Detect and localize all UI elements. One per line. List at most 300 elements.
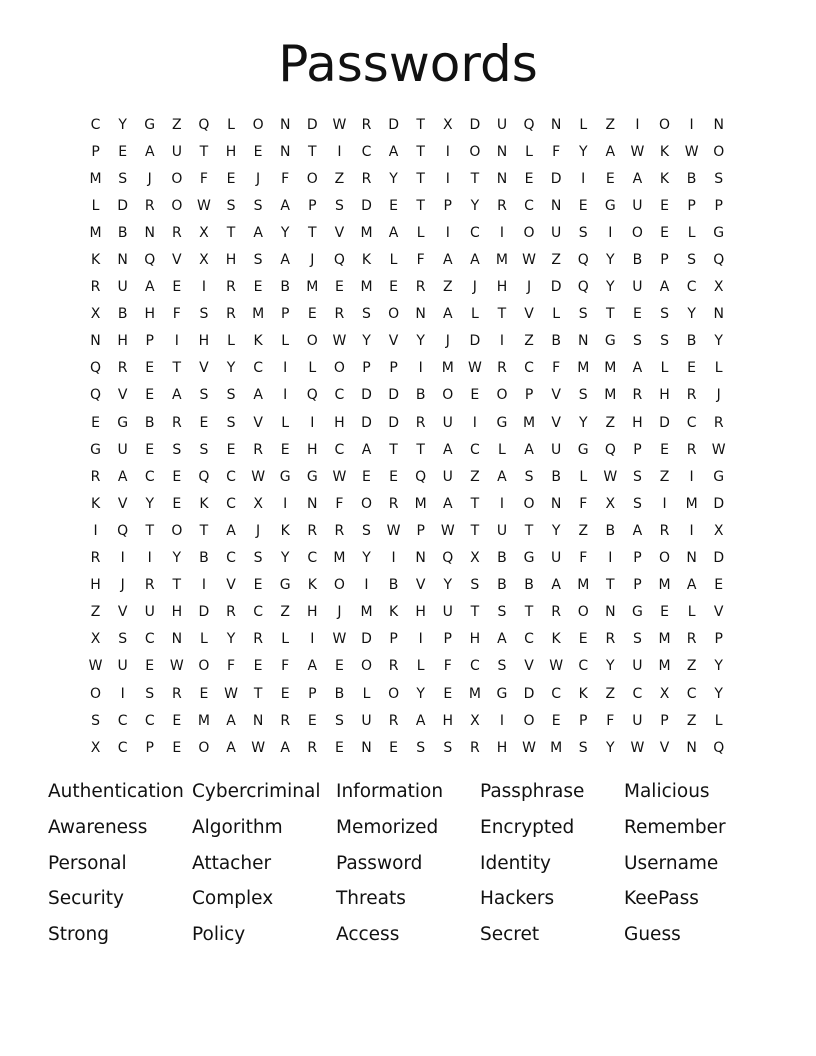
grid-row bbox=[82, 246, 734, 273]
grid-letter: J bbox=[526, 279, 532, 296]
grid-letter: E bbox=[551, 712, 561, 729]
grid-letter: R bbox=[361, 116, 372, 133]
grid-letter: S bbox=[578, 739, 588, 756]
grid-letter: X bbox=[253, 495, 263, 512]
grid-letter: L bbox=[227, 116, 235, 133]
grid-letter: C bbox=[524, 197, 534, 214]
grid-letter: A bbox=[551, 577, 561, 594]
grid-letter: R bbox=[171, 685, 182, 702]
grid-letter: O bbox=[333, 577, 345, 594]
grid-letter: N bbox=[550, 495, 562, 512]
grid-letter: M bbox=[523, 414, 536, 431]
grid-letter: I bbox=[120, 685, 125, 702]
grid-letter: E bbox=[578, 631, 588, 648]
grid-letter: N bbox=[279, 116, 291, 133]
grid-letter: S bbox=[497, 604, 507, 621]
grid-letter: C bbox=[226, 550, 236, 567]
grid-letter: Y bbox=[578, 143, 588, 160]
grid-letter: Y bbox=[606, 252, 615, 269]
grid-letter: E bbox=[172, 468, 182, 485]
grid-letter: M bbox=[441, 360, 454, 377]
word-list-item: Cybercriminal bbox=[192, 781, 321, 802]
grid-letter: P bbox=[145, 739, 154, 756]
grid-letter: Y bbox=[714, 333, 723, 350]
grid-letter: M bbox=[360, 279, 373, 296]
grid-letter: V bbox=[551, 414, 561, 431]
grid-letter: E bbox=[145, 360, 155, 377]
grid-row bbox=[82, 599, 734, 626]
grid-letter: P bbox=[389, 631, 398, 648]
grid-letter: U bbox=[551, 441, 562, 458]
grid-letter: A bbox=[442, 252, 453, 269]
grid-letter: O bbox=[523, 224, 535, 241]
grid-letter: R bbox=[334, 306, 345, 323]
grid-letter: A bbox=[307, 658, 318, 675]
grid-letter: S bbox=[118, 170, 128, 187]
grid-letter: F bbox=[552, 143, 561, 160]
grid-letter: S bbox=[632, 631, 642, 648]
grid-letter: H bbox=[442, 712, 454, 729]
grid-letter: F bbox=[335, 495, 344, 512]
grid-letter: E bbox=[145, 658, 155, 675]
grid-letter: W bbox=[603, 468, 618, 485]
grid-letter: M bbox=[197, 712, 210, 729]
grid-letter: A bbox=[144, 279, 155, 296]
grid-letter: H bbox=[117, 333, 128, 350]
grid-letter: S bbox=[253, 252, 263, 269]
grid-letter: W bbox=[332, 333, 347, 350]
grid-letter: C bbox=[469, 441, 480, 458]
grid-letter: Y bbox=[714, 658, 723, 675]
grid-letter: R bbox=[253, 441, 263, 458]
grid-letter: N bbox=[90, 333, 101, 350]
grid-letter: A bbox=[253, 387, 263, 404]
grid-letter: L bbox=[200, 631, 208, 648]
grid-letter: I bbox=[310, 631, 315, 648]
grid-letter: V bbox=[415, 577, 426, 594]
grid-letter: P bbox=[714, 197, 723, 214]
grid-letter: U bbox=[632, 712, 643, 729]
grid-letter: A bbox=[442, 306, 453, 323]
grid-letter: P bbox=[91, 143, 100, 160]
grid-row bbox=[82, 734, 734, 761]
grid-letter: Y bbox=[606, 658, 615, 675]
grid-letter: F bbox=[579, 495, 588, 512]
grid-letter: B bbox=[497, 577, 507, 594]
grid-letter: M bbox=[604, 360, 617, 377]
grid-letter: V bbox=[253, 414, 263, 431]
grid-letter: E bbox=[307, 306, 317, 323]
grid-letter: T bbox=[308, 143, 317, 160]
grid-letter: H bbox=[469, 631, 481, 648]
grid-letter: M bbox=[252, 306, 265, 323]
grid-letter: F bbox=[552, 360, 561, 377]
grid-letter: R bbox=[632, 387, 643, 404]
grid-letter: E bbox=[389, 468, 398, 485]
grid-letter: D bbox=[713, 495, 725, 512]
grid-letter: Y bbox=[145, 495, 155, 512]
grid-row bbox=[82, 219, 734, 246]
grid-letter: Y bbox=[416, 333, 425, 350]
word-list-item: Security bbox=[48, 888, 124, 910]
grid-letter: P bbox=[714, 631, 723, 648]
grid-letter: I bbox=[608, 224, 613, 241]
grid-letter: H bbox=[171, 604, 183, 621]
grid-letter: E bbox=[660, 441, 669, 458]
grid-letter: L bbox=[416, 658, 425, 675]
grid-letter: E bbox=[389, 739, 398, 756]
grid-letter: P bbox=[389, 360, 398, 377]
grid-letter: U bbox=[117, 441, 128, 458]
grid-letter: R bbox=[90, 550, 101, 567]
grid-letter: X bbox=[90, 739, 101, 756]
grid-letter: G bbox=[713, 224, 725, 241]
grid-letter: L bbox=[308, 360, 317, 377]
grid-letter: O bbox=[198, 739, 210, 756]
word-list-item: Attacher bbox=[192, 852, 272, 874]
grid-letter: I bbox=[499, 712, 505, 729]
grid-letter: B bbox=[497, 550, 507, 567]
grid-letter: B bbox=[144, 414, 155, 431]
grid-letter: R bbox=[388, 495, 399, 512]
grid-row bbox=[82, 572, 734, 599]
grid-row bbox=[82, 382, 734, 409]
grid-letter: T bbox=[253, 685, 263, 702]
grid-letter: I bbox=[499, 333, 505, 350]
grid-letter: O bbox=[198, 658, 210, 675]
word-list-item: Policy bbox=[192, 924, 246, 946]
grid-letter: B bbox=[686, 170, 697, 187]
grid-letter: S bbox=[253, 550, 263, 567]
grid-letter: A bbox=[226, 522, 236, 539]
grid-letter: D bbox=[361, 414, 372, 431]
grid-letter: C bbox=[226, 495, 236, 512]
grid-letter: S bbox=[118, 631, 128, 648]
grid-letter: L bbox=[91, 197, 100, 214]
grid-letter: O bbox=[360, 495, 372, 512]
grid-letter: V bbox=[172, 252, 182, 269]
grid-letter: E bbox=[145, 387, 155, 404]
grid-letter: N bbox=[496, 143, 508, 160]
grid-letter: V bbox=[388, 333, 399, 350]
grid-letter: U bbox=[144, 604, 155, 621]
grid-letter: L bbox=[389, 252, 398, 269]
grid-letter: U bbox=[442, 414, 453, 431]
word-list-item: Algorithm bbox=[192, 816, 283, 838]
grid-letter: O bbox=[659, 116, 671, 133]
grid-letter: L bbox=[498, 441, 506, 458]
grid-row bbox=[82, 490, 734, 517]
grid-letter: Q bbox=[604, 441, 616, 458]
grid-letter: A bbox=[144, 143, 155, 160]
grid-row bbox=[82, 165, 734, 192]
grid-letter: G bbox=[117, 414, 129, 431]
grid-letter: A bbox=[632, 170, 643, 187]
grid-letter: S bbox=[443, 739, 453, 756]
grid-letter: H bbox=[415, 604, 426, 621]
grid-letter: J bbox=[472, 279, 477, 296]
grid-letter: J bbox=[310, 252, 315, 269]
grid-letter: R bbox=[361, 170, 372, 187]
grid-letter: Q bbox=[198, 116, 210, 133]
grid-letter: X bbox=[605, 495, 616, 512]
grid-letter: S bbox=[714, 170, 724, 187]
grid-letter: Q bbox=[713, 252, 725, 269]
word-list-item: Username bbox=[624, 852, 719, 874]
grid-letter: Z bbox=[686, 712, 697, 729]
grid-letter: N bbox=[279, 143, 291, 160]
grid-letter: S bbox=[145, 685, 155, 702]
grid-letter: I bbox=[174, 333, 179, 350]
grid-letter: A bbox=[280, 197, 290, 214]
grid-letter: W bbox=[522, 739, 536, 756]
grid-letter: M bbox=[658, 577, 671, 594]
grid-letter: Z bbox=[442, 279, 453, 296]
grid-letter: U bbox=[117, 658, 128, 675]
grid-letter: W bbox=[224, 685, 238, 702]
grid-letter: D bbox=[523, 685, 535, 702]
grid-letter: H bbox=[307, 604, 318, 621]
grid-letter: E bbox=[605, 170, 615, 187]
grid-letter: I bbox=[445, 143, 450, 160]
grid-letter: U bbox=[551, 550, 562, 567]
grid-letter: A bbox=[226, 739, 236, 756]
grid-letter: S bbox=[199, 387, 209, 404]
grid-letter: R bbox=[171, 224, 182, 241]
grid-letter: V bbox=[551, 387, 561, 404]
grid-letter: B bbox=[605, 522, 616, 539]
grid-letter: M bbox=[577, 577, 590, 594]
grid-letter: P bbox=[308, 197, 317, 214]
grid-letter: S bbox=[470, 577, 480, 594]
grid-letter: E bbox=[253, 577, 263, 594]
grid-row bbox=[82, 301, 734, 328]
grid-letter: L bbox=[660, 360, 669, 377]
grid-letter: K bbox=[551, 631, 561, 648]
grid-letter: U bbox=[171, 143, 182, 160]
grid-letter: S bbox=[362, 306, 371, 323]
grid-letter: N bbox=[415, 306, 426, 323]
word-list-item: Guess bbox=[624, 924, 681, 946]
grid-letter: O bbox=[713, 143, 725, 160]
grid-letter: Q bbox=[415, 468, 427, 485]
grid-letter: A bbox=[442, 441, 453, 458]
grid-letter: N bbox=[415, 550, 426, 567]
grid-letter: B bbox=[686, 333, 697, 350]
grid-letter: P bbox=[660, 712, 669, 729]
grid-letter: V bbox=[117, 495, 128, 512]
grid-letter: T bbox=[389, 441, 398, 458]
grid-letter: V bbox=[524, 658, 534, 675]
grid-letter: E bbox=[145, 441, 155, 458]
grid-letter: J bbox=[147, 170, 152, 187]
grid-letter: R bbox=[226, 306, 236, 323]
grid-letter: E bbox=[280, 441, 290, 458]
grid-letter: K bbox=[388, 604, 399, 621]
grid-letter: F bbox=[281, 658, 290, 675]
grid-letter: P bbox=[443, 631, 452, 648]
grid-letter: A bbox=[253, 224, 263, 241]
grid-letter: I bbox=[283, 360, 288, 377]
grid-letter: C bbox=[686, 279, 697, 296]
grid-letter: A bbox=[659, 279, 670, 296]
grid-letter: C bbox=[524, 360, 534, 377]
grid-letter: O bbox=[659, 550, 671, 567]
grid-letter: L bbox=[525, 143, 533, 160]
word-list-item: Personal bbox=[48, 852, 127, 874]
grid-letter: N bbox=[496, 170, 508, 187]
grid-row bbox=[82, 355, 734, 382]
grid-letter: V bbox=[334, 224, 345, 241]
grid-letter: D bbox=[550, 170, 562, 187]
grid-letter: X bbox=[90, 631, 101, 648]
grid-letter: Y bbox=[606, 279, 615, 296]
grid-letter: V bbox=[226, 577, 236, 594]
grid-letter: T bbox=[145, 522, 155, 539]
grid-letter: I bbox=[201, 279, 206, 296]
grid-letter: Q bbox=[442, 550, 454, 567]
grid-letter: L bbox=[281, 631, 290, 648]
grid-letter: E bbox=[334, 739, 344, 756]
grid-letter: H bbox=[307, 441, 318, 458]
grid-letter: E bbox=[334, 658, 344, 675]
grid-letter: Y bbox=[280, 550, 290, 567]
grid-letter: G bbox=[496, 685, 508, 702]
grid-letter: C bbox=[144, 631, 155, 648]
grid-letter: L bbox=[687, 224, 696, 241]
grid-letter: I bbox=[364, 577, 369, 594]
grid-letter: O bbox=[442, 387, 454, 404]
word-list-item: Password bbox=[336, 852, 423, 874]
grid-letter: Y bbox=[280, 224, 290, 241]
grid-letter: B bbox=[334, 685, 345, 702]
word-list-item: KeePass bbox=[624, 888, 699, 910]
grid-letter: M bbox=[89, 170, 102, 187]
grid-letter: V bbox=[659, 739, 670, 756]
grid-letter: K bbox=[361, 252, 372, 269]
grid-letter: E bbox=[226, 441, 236, 458]
grid-letter: W bbox=[251, 468, 266, 485]
grid-letter: H bbox=[659, 387, 670, 404]
grid-letter: R bbox=[90, 468, 101, 485]
grid-letter: A bbox=[524, 441, 534, 458]
grid-letter: T bbox=[226, 224, 236, 241]
grid-letter: R bbox=[605, 631, 616, 648]
grid-letter: Q bbox=[90, 360, 102, 377]
grid-letter: H bbox=[334, 414, 345, 431]
grid-letter: Y bbox=[714, 685, 723, 702]
grid-letter: L bbox=[714, 712, 723, 729]
grid-letter: U bbox=[117, 279, 128, 296]
grid-letter: A bbox=[415, 712, 426, 729]
grid-letter: S bbox=[91, 712, 100, 729]
grid-letter: R bbox=[307, 522, 318, 539]
grid-letter: O bbox=[523, 712, 535, 729]
grid-letter: G bbox=[523, 550, 535, 567]
grid-letter: X bbox=[199, 224, 209, 241]
grid-letter: J bbox=[445, 333, 450, 350]
grid-letter: O bbox=[252, 116, 264, 133]
grid-letter: Z bbox=[578, 522, 589, 539]
grid-letter: K bbox=[253, 333, 263, 350]
grid-letter: R bbox=[388, 658, 399, 675]
grid-letter: D bbox=[388, 116, 399, 133]
word-list bbox=[48, 774, 788, 953]
grid-letter: R bbox=[144, 577, 155, 594]
grid-row bbox=[82, 328, 734, 355]
grid-letter: Q bbox=[198, 468, 210, 485]
grid-letter: S bbox=[524, 468, 534, 485]
grid-letter: Q bbox=[333, 252, 345, 269]
grid-letter: N bbox=[713, 116, 724, 133]
grid-letter: L bbox=[579, 116, 588, 133]
grid-letter: T bbox=[172, 360, 182, 377]
letter-grid bbox=[82, 111, 734, 761]
grid-letter: A bbox=[632, 360, 643, 377]
grid-letter: C bbox=[253, 360, 263, 377]
grid-letter: U bbox=[632, 197, 643, 214]
grid-letter: Y bbox=[687, 306, 696, 323]
grid-letter: K bbox=[90, 495, 101, 512]
grid-letter: R bbox=[415, 279, 426, 296]
grid-letter: T bbox=[416, 170, 425, 187]
grid-letter: M bbox=[414, 495, 427, 512]
grid-letter: U bbox=[496, 116, 508, 133]
grid-letter: S bbox=[578, 306, 588, 323]
grid-letter: V bbox=[199, 360, 209, 377]
grid-letter: Q bbox=[90, 387, 102, 404]
grid-letter: O bbox=[171, 197, 183, 214]
grid-letter: H bbox=[225, 143, 237, 160]
grid-letter: E bbox=[632, 306, 642, 323]
grid-letter: E bbox=[389, 197, 398, 214]
grid-letter: Y bbox=[443, 577, 453, 594]
grid-letter: S bbox=[632, 333, 642, 350]
grid-letter: A bbox=[497, 631, 507, 648]
word-list-item: Access bbox=[336, 924, 400, 946]
grid-letter: V bbox=[117, 604, 128, 621]
grid-letter: N bbox=[605, 604, 616, 621]
grid-letter: O bbox=[90, 685, 102, 702]
grid-letter: I bbox=[93, 522, 98, 539]
grid-letter: A bbox=[361, 441, 372, 458]
grid-letter: T bbox=[416, 197, 425, 214]
grid-letter: E bbox=[362, 468, 371, 485]
grid-letter: N bbox=[361, 739, 372, 756]
grid-letter: E bbox=[172, 495, 182, 512]
grid-letter: M bbox=[685, 495, 698, 512]
grid-letter: P bbox=[633, 441, 642, 458]
grid-letter: X bbox=[199, 252, 209, 269]
grid-letter: E bbox=[389, 279, 398, 296]
grid-letter: M bbox=[360, 224, 373, 241]
grid-letter: T bbox=[199, 143, 209, 160]
grid-letter: Z bbox=[172, 116, 182, 133]
grid-row bbox=[82, 653, 734, 680]
grid-letter: K bbox=[659, 170, 670, 187]
grid-row bbox=[82, 111, 734, 138]
grid-letter: T bbox=[524, 604, 534, 621]
grid-letter: E bbox=[172, 712, 182, 729]
word-list-item: Malicious bbox=[624, 781, 710, 802]
grid-letter: E bbox=[253, 143, 263, 160]
grid-letter: L bbox=[362, 685, 371, 702]
grid-letter: R bbox=[117, 360, 128, 377]
grid-letter: A bbox=[280, 739, 290, 756]
grid-letter: I bbox=[147, 550, 152, 567]
grid-letter: H bbox=[496, 739, 508, 756]
grid-letter: M bbox=[468, 685, 481, 702]
